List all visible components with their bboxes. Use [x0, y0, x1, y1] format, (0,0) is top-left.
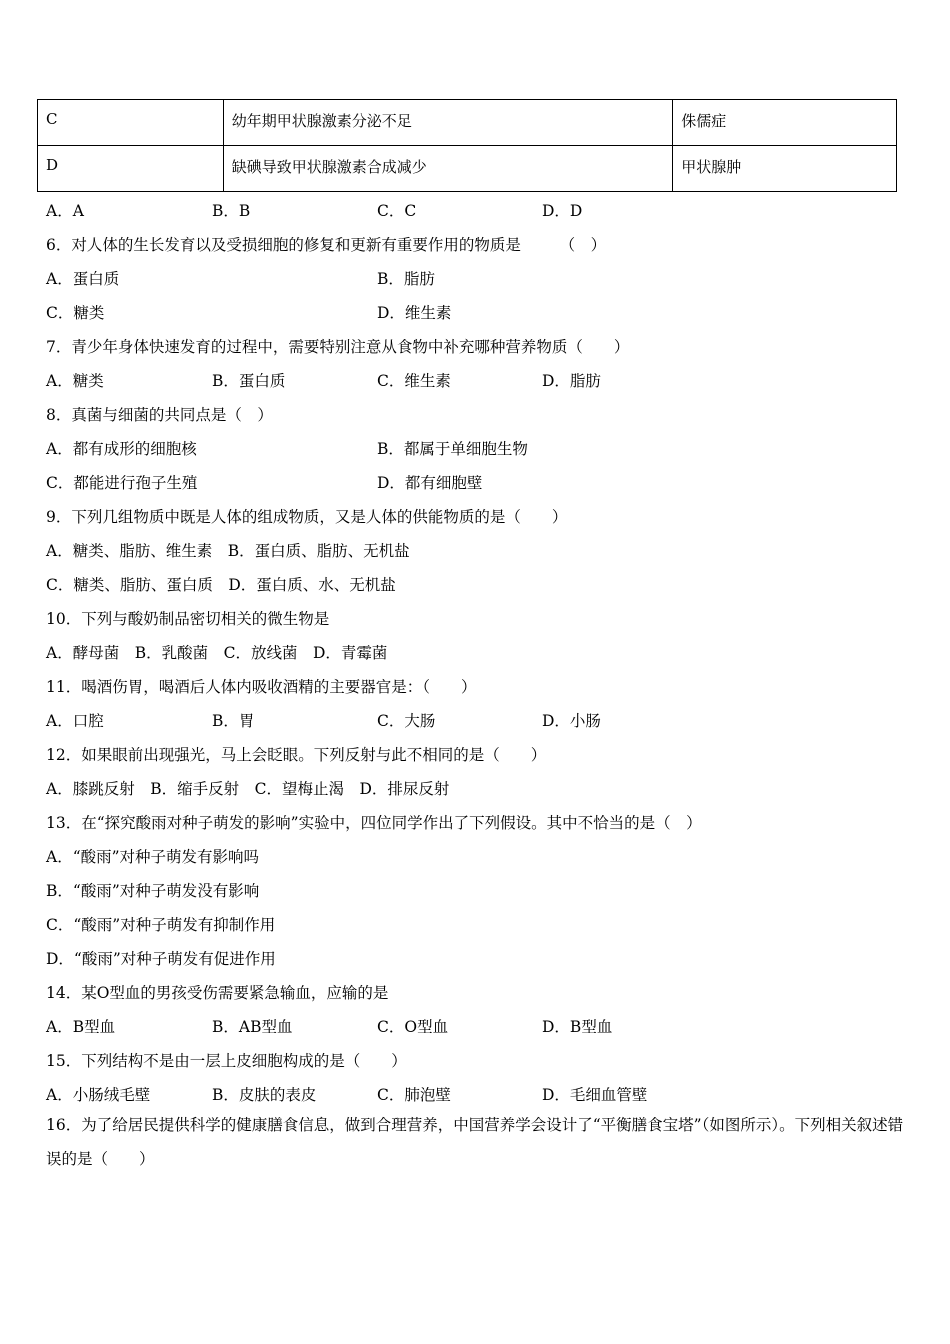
options-row: A．膝跳反射 B．缩手反射 C．望梅止渴 D．排尿反射 — [46, 780, 450, 798]
option-a: A．小肠绒毛壁 — [46, 1086, 151, 1104]
option-b: B．B — [212, 202, 251, 220]
question-stem: 11．喝酒伤胃，喝酒后人体内吸收酒精的主要器官是：（ ） — [46, 678, 477, 696]
question-stem: 6．对人体的生长发育以及受损细胞的修复和更新有重要作用的物质是 （ ） — [46, 236, 607, 254]
option-b: B．皮肤的表皮 — [212, 1086, 317, 1104]
table-cell: 甲状腺肿 — [673, 146, 897, 192]
question-stem: 12．如果眼前出现强光，马上会眨眼。下列反射与此不相同的是（ ） — [46, 746, 547, 764]
question-stem: 8．真菌与细菌的共同点是（ ） — [46, 406, 273, 424]
table-row — [38, 100, 897, 146]
option-d: D．维生素 — [377, 304, 452, 322]
option-c: C．糖类 — [46, 304, 105, 322]
option-b: B．AB型血 — [212, 1018, 293, 1036]
option-c: C．都能进行孢子生殖 — [46, 474, 198, 492]
option-d: D．都有细胞壁 — [377, 474, 483, 492]
table-cell: C — [38, 100, 224, 146]
option-a: A．A — [46, 202, 84, 220]
option-c: C．大肠 — [377, 712, 436, 730]
option-d: D．小肠 — [542, 712, 601, 730]
option-d: D．D — [542, 202, 583, 220]
option-c: C．肺泡壁 — [377, 1086, 451, 1104]
option-d: D．B型血 — [542, 1018, 613, 1036]
option-b: B．“酸雨”对种子萌发没有影响 — [46, 882, 260, 900]
options-row: C．糖类、脂肪、蛋白质 D．蛋白质、水、无机盐 — [46, 576, 396, 594]
option-a: A．都有成形的细胞核 — [46, 440, 197, 458]
option-b: B．都属于单细胞生物 — [377, 440, 528, 458]
table-cell: 幼年期甲状腺激素分泌不足 — [223, 100, 672, 146]
question-stem: 13．在“探究酸雨对种子萌发的影响”实验中，四位同学作出了下列假设。其中不恰当的是（ ） — [46, 814, 702, 832]
option-d: D．“酸雨”对种子萌发有促进作用 — [46, 950, 276, 968]
option-d: D．毛细血管壁 — [542, 1086, 648, 1104]
table-row — [38, 146, 897, 192]
question-stem: 7．青少年身体快速发育的过程中，需要特别注意从食物中补充哪种营养物质（ ） — [46, 338, 630, 356]
option-d: D．脂肪 — [542, 372, 601, 390]
table-cell: D — [38, 146, 224, 192]
option-c: C．O型血 — [377, 1018, 449, 1036]
option-c: C．维生素 — [377, 372, 451, 390]
option-a: A．“酸雨”对种子萌发有影响吗 — [46, 848, 260, 866]
question-stem: 15．下列结构不是由一层上皮细胞构成的是（ ） — [46, 1052, 407, 1070]
option-a: A．B型血 — [46, 1018, 116, 1036]
option-b: B．蛋白质 — [212, 372, 286, 390]
table-cell: 缺碘导致甲状腺激素合成减少 — [223, 146, 672, 192]
question-stem: 9．下列几组物质中既是人体的组成物质，又是人体的供能物质的是（ ） — [46, 508, 568, 526]
question-stem: 10．下列与酸奶制品密切相关的微生物是 — [46, 610, 330, 628]
option-a: A．糖类 — [46, 372, 104, 390]
answer-table — [37, 99, 897, 192]
option-b: B．胃 — [212, 712, 255, 730]
option-b: B．脂肪 — [377, 270, 435, 288]
option-a: A．蛋白质 — [46, 270, 120, 288]
options-row: A．糖类、脂肪、维生素 B．蛋白质、脂肪、无机盐 — [46, 542, 410, 560]
option-c: C．C — [377, 202, 417, 220]
option-c: C．“酸雨”对种子萌发有抑制作用 — [46, 916, 276, 934]
question-stem: 16．为了给居民提供科学的健康膳食信息，做到合理营养，中国营养学会设计了“平衡膳食宝塔”（如图所示）。下列相关叙述错误的是（ ） — [46, 1116, 904, 1168]
option-a: A．口腔 — [46, 712, 104, 730]
question-stem: 14．某O型血的男孩受伤需要紧急输血，应输的是 — [46, 984, 389, 1002]
table-cell: 侏儒症 — [673, 100, 897, 146]
options-row: A．酵母菌 B．乳酸菌 C．放线菌 D．青霉菌 — [46, 644, 388, 662]
